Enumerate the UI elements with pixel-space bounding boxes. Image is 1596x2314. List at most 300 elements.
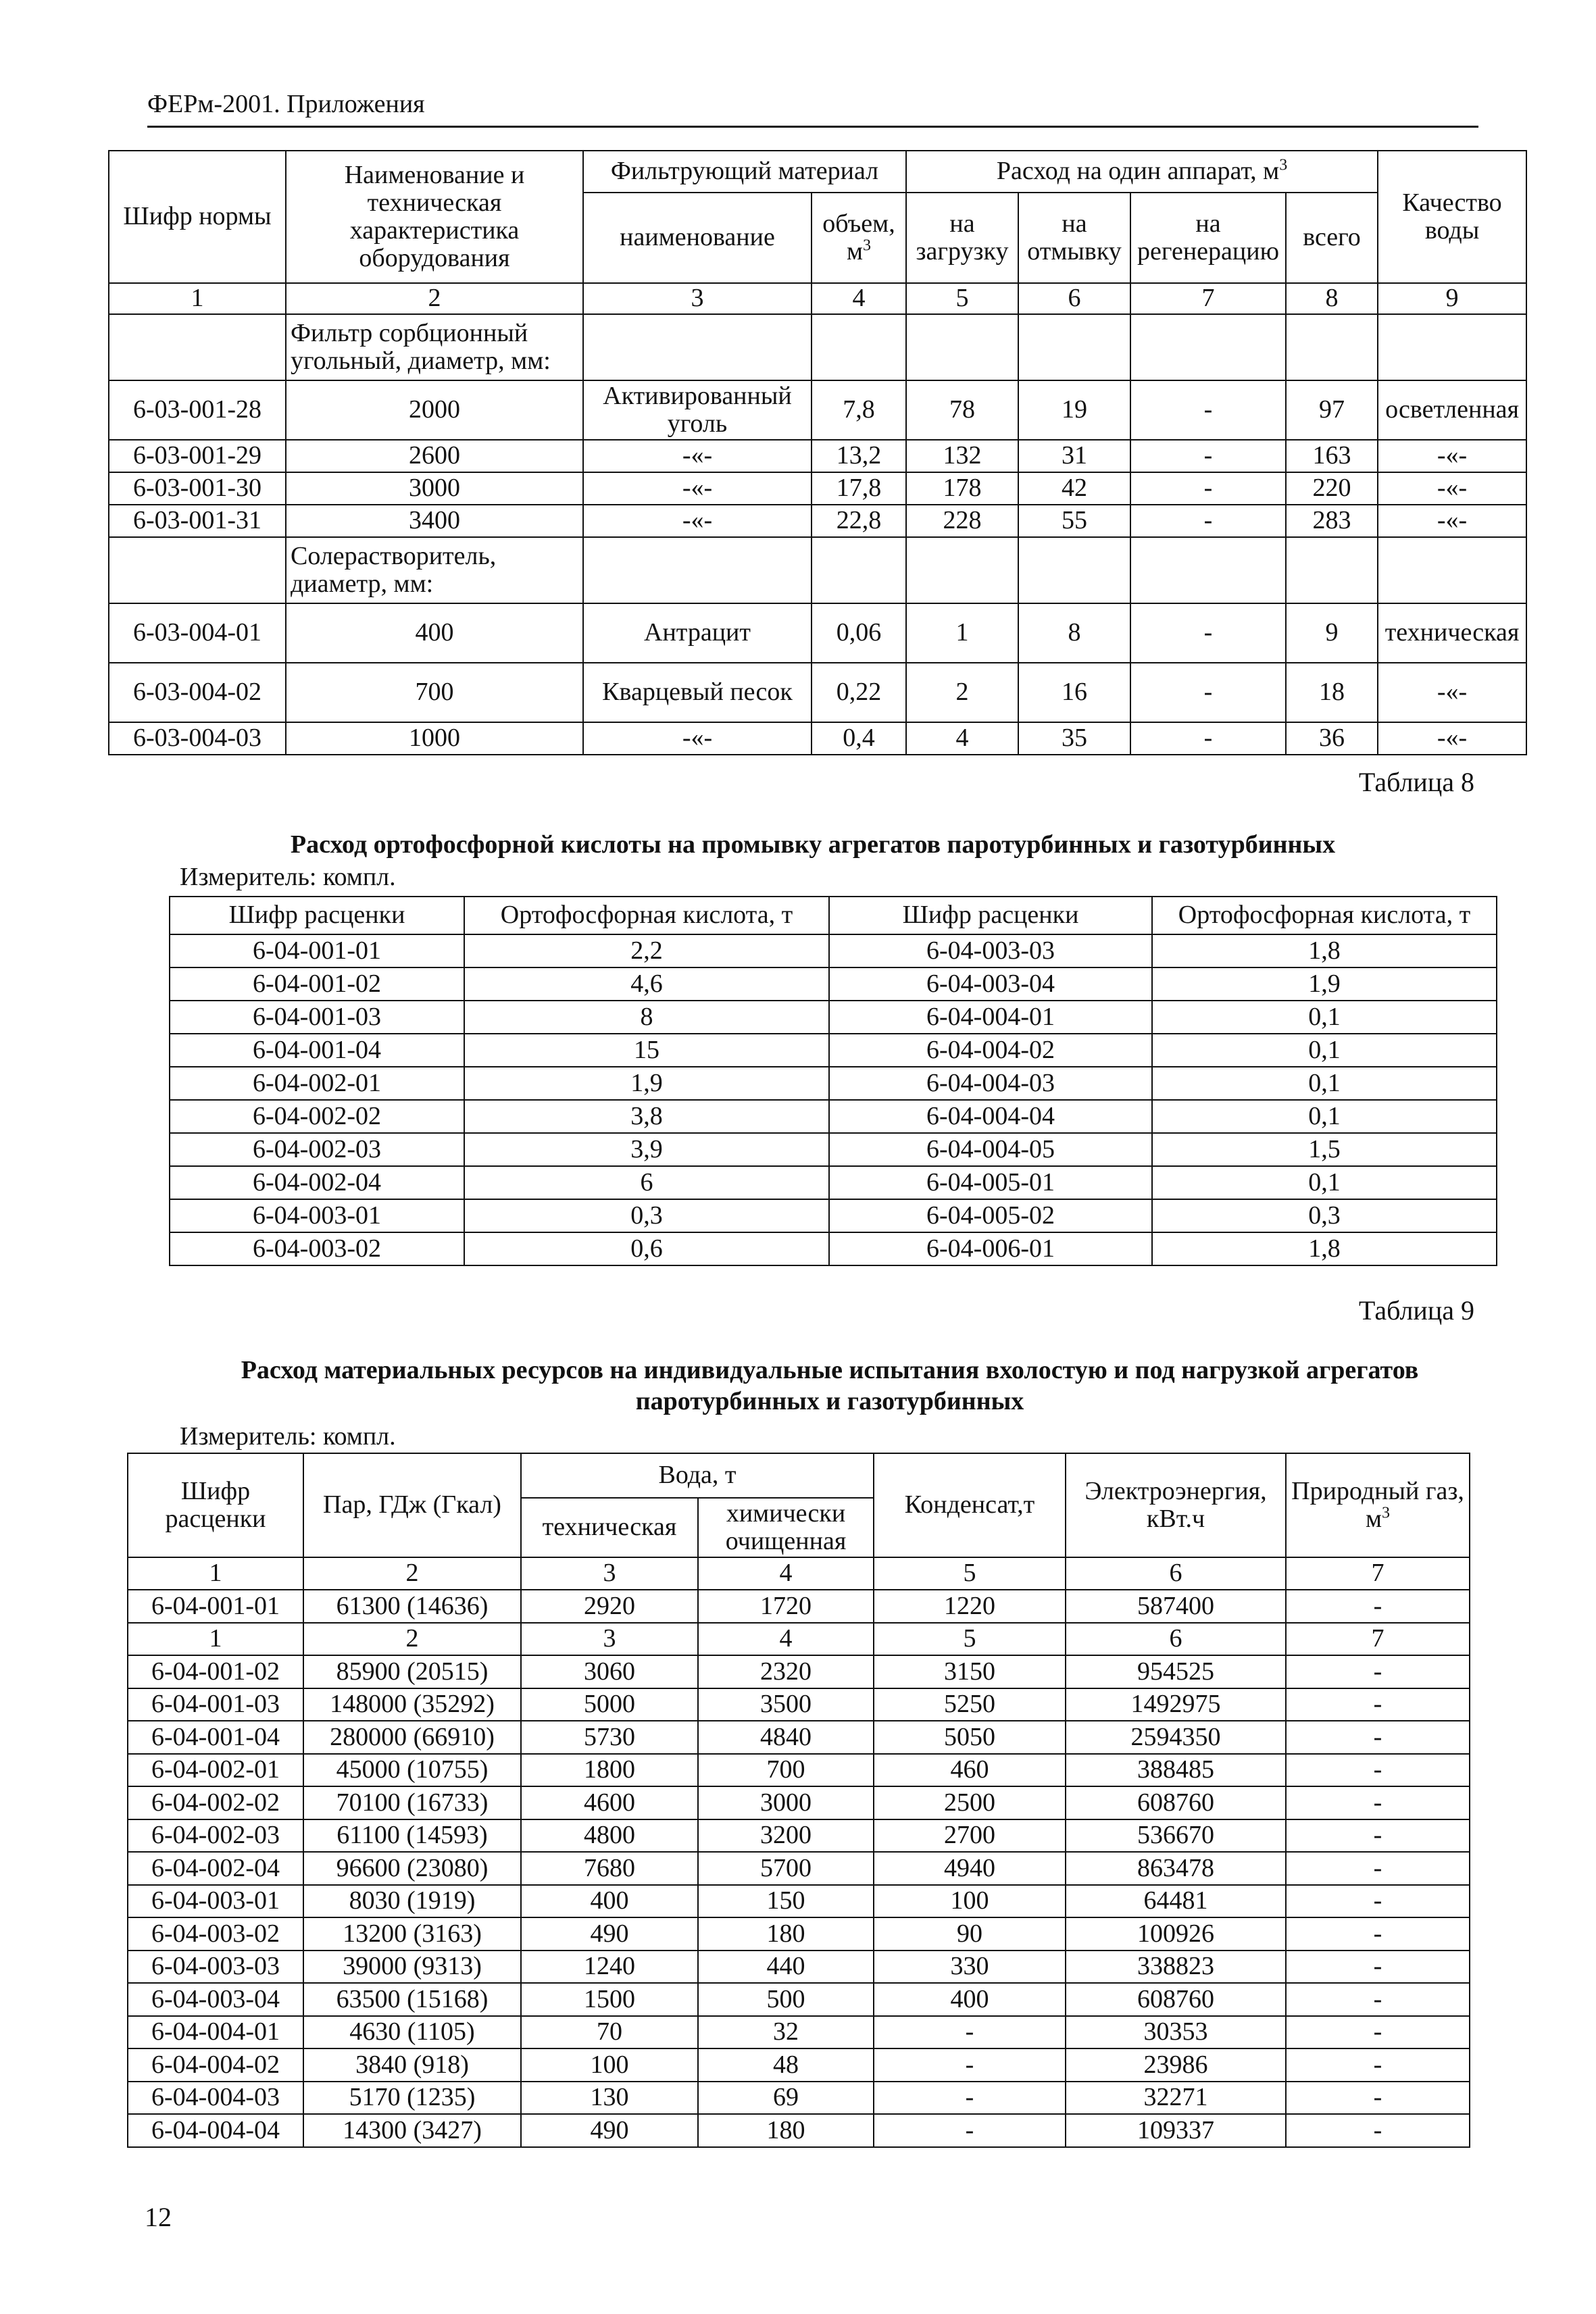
empty-cell (1018, 314, 1130, 380)
table-cell: 8030 (1919) (303, 1885, 521, 1918)
empty-cell (906, 314, 1018, 380)
table-row (128, 1885, 1470, 1918)
table-cell: -«- (1378, 722, 1526, 755)
table-cell: 228 (906, 505, 1018, 537)
table-cell: 150 (698, 1885, 874, 1918)
page-number: 12 (145, 2202, 172, 2232)
table-cell: 6-04-003-02 (128, 1917, 303, 1951)
table-cell: - (1286, 1786, 1470, 1819)
header-cell: Ортофосфорная кислота, т (1152, 897, 1497, 934)
table-cell: 6-04-001-03 (128, 1688, 303, 1721)
table-cell: -«- (583, 440, 812, 472)
table-cell: 2920 (521, 1590, 698, 1623)
table-row (109, 505, 1526, 537)
table-cell: 6-04-002-03 (128, 1819, 303, 1853)
table-number: Таблица 9 (1358, 1295, 1474, 1326)
column-number-cell: 3 (583, 283, 812, 314)
table-cell: 6-04-001-02 (128, 1655, 303, 1688)
table-cell: - (1286, 1590, 1470, 1623)
table-cell: - (1286, 1885, 1470, 1918)
column-number-cell: 7 (1130, 283, 1286, 314)
column-number-cell: 5 (874, 1557, 1066, 1590)
header-cell: Электроэнергия, кВт.ч (1066, 1453, 1286, 1557)
table-cell: 6-04-004-03 (128, 2082, 303, 2115)
table-cell: 6-04-004-03 (829, 1067, 1152, 1100)
table-cell: 32 (698, 2016, 874, 2049)
column-number-cell: 4 (698, 1557, 874, 1590)
table-cell: 6-04-003-01 (170, 1199, 464, 1232)
header-rule (147, 126, 1478, 128)
table-cell: 8 (464, 1001, 829, 1034)
header-cell: всего (1286, 193, 1378, 283)
header-cell: Качество воды (1378, 151, 1526, 283)
table-cell: - (1130, 603, 1286, 663)
table-row (128, 1590, 1470, 1623)
table-cell: 3000 (286, 472, 583, 505)
table-cell: 6-04-006-01 (829, 1232, 1152, 1265)
table-cell: 338823 (1066, 1951, 1286, 1984)
table-cell: 109337 (1066, 2114, 1286, 2147)
header-cell: Наименование и техническая характеристика оборудования (286, 151, 583, 283)
table-cell: - (1286, 1917, 1470, 1951)
table-cell: 6-03-001-31 (109, 505, 286, 537)
table-row (109, 472, 1526, 505)
table-cell: 6-04-001-04 (170, 1034, 464, 1067)
header-cell: техническая (521, 1498, 698, 1557)
group-label-cell: Фильтр сорбционный угольный, диаметр, мм: (286, 314, 583, 380)
table-cell: 3,8 (464, 1100, 829, 1133)
empty-cell (1286, 537, 1378, 603)
table-row (109, 722, 1526, 755)
table-cell: 6-04-003-04 (829, 967, 1152, 1001)
table-cell: 608760 (1066, 1786, 1286, 1819)
table-row (170, 1100, 1497, 1133)
table-row (128, 1786, 1470, 1819)
group-label-cell: Солерастворитель, диаметр, мм: (286, 537, 583, 603)
table-cell: 61300 (14636) (303, 1590, 521, 1623)
table-cell: 500 (698, 1983, 874, 2016)
table-cell: - (874, 2048, 1066, 2082)
header-text: Природный газ, м (1291, 1476, 1464, 1533)
empty-cell (812, 314, 906, 380)
header-cell: Шифр расценки (829, 897, 1152, 934)
column-number-cell: 4 (812, 283, 906, 314)
table-cell: 3060 (521, 1655, 698, 1688)
table-cell: 1,9 (464, 1067, 829, 1100)
table-row (128, 1819, 1470, 1853)
table-cell: Антрацит (583, 603, 812, 663)
superscript: 3 (1279, 156, 1288, 174)
table-cell: 6-03-001-29 (109, 440, 286, 472)
table-cell: 14300 (3427) (303, 2114, 521, 2147)
table-cell: 13200 (3163) (303, 1917, 521, 1951)
table-cell: 178 (906, 472, 1018, 505)
table-cell: техническая (1378, 603, 1526, 663)
table-cell: -«- (583, 505, 812, 537)
column-number-cell: 5 (874, 1623, 1066, 1656)
table-cell: - (1130, 663, 1286, 722)
table-cell: 863478 (1066, 1852, 1286, 1885)
table-cell: -«- (1378, 440, 1526, 472)
table-cell: 2500 (874, 1786, 1066, 1819)
table-cell: 700 (286, 663, 583, 722)
empty-cell (1286, 314, 1378, 380)
table-cell: 0,1 (1152, 1001, 1497, 1034)
table-cell: 48 (698, 2048, 874, 2082)
header-cell: на загрузку (906, 193, 1018, 283)
table-cell: 6-04-002-02 (128, 1786, 303, 1819)
table-cell: -«- (1378, 505, 1526, 537)
table-cell: 6-04-002-01 (128, 1754, 303, 1787)
table-row (128, 2082, 1470, 2115)
table-cell: 6-04-004-02 (829, 1034, 1152, 1067)
table-cell: 3000 (698, 1786, 874, 1819)
group-row (109, 537, 1526, 603)
table-cell: 0,1 (1152, 1166, 1497, 1199)
table-row (128, 1983, 1470, 2016)
table-row (128, 2048, 1470, 2082)
header-text: Расход на один аппарат, м (996, 157, 1280, 186)
table-cell: Кварцевый песок (583, 663, 812, 722)
empty-cell (1378, 314, 1526, 380)
table-cell: 1220 (874, 1590, 1066, 1623)
table-cell: 7,8 (812, 380, 906, 440)
superscript: 3 (1382, 1504, 1391, 1522)
table-cell: - (1286, 1721, 1470, 1754)
table-cell: 100 (521, 2048, 698, 2082)
table-cell: - (1286, 1852, 1470, 1885)
table-cell: 330 (874, 1951, 1066, 1984)
table-cell: - (1286, 1655, 1470, 1688)
table-cell: - (1286, 2016, 1470, 2049)
table-cell: 2600 (286, 440, 583, 472)
table-cell: - (1130, 472, 1286, 505)
table-cell: - (874, 2016, 1066, 2049)
table-cell: 36 (1286, 722, 1378, 755)
table-cell: 4940 (874, 1852, 1066, 1885)
table-row (109, 603, 1526, 663)
table-cell: - (1130, 380, 1286, 440)
table-cell: - (874, 2082, 1066, 2115)
table-cell: 0,3 (1152, 1199, 1497, 1232)
phosphoric-acid-table (169, 896, 1497, 1266)
table-cell: 400 (874, 1983, 1066, 2016)
table-cell: - (1286, 1983, 1470, 2016)
column-number-cell: 5 (906, 283, 1018, 314)
table-cell: 61100 (14593) (303, 1819, 521, 1853)
table-header-row (170, 897, 1497, 934)
table-cell: 6-04-001-02 (170, 967, 464, 1001)
empty-cell (1018, 537, 1130, 603)
table-cell: 70 (521, 2016, 698, 2049)
table-cell: 6-04-005-02 (829, 1199, 1152, 1232)
table-cell: 3400 (286, 505, 583, 537)
table-cell: Активированный уголь (583, 380, 812, 440)
table-cell: 608760 (1066, 1983, 1286, 2016)
header-cell: Вода, т (521, 1453, 874, 1498)
table-cell: 35 (1018, 722, 1130, 755)
table-cell: 31 (1018, 440, 1130, 472)
table-cell: 148000 (35292) (303, 1688, 521, 1721)
table-cell: 17,8 (812, 472, 906, 505)
column-number-row (128, 1623, 1470, 1656)
table-row (170, 934, 1497, 967)
table-cell: 85900 (20515) (303, 1655, 521, 1688)
unit-label: Измеритель: компл. (180, 863, 396, 891)
table-cell: 6-04-002-01 (170, 1067, 464, 1100)
table-row (128, 1721, 1470, 1754)
empty-cell (906, 537, 1018, 603)
table-cell: 3840 (918) (303, 2048, 521, 2082)
table-cell: 100 (874, 1885, 1066, 1918)
table-cell: 6-04-003-01 (128, 1885, 303, 1918)
table-cell: 1492975 (1066, 1688, 1286, 1721)
column-number-cell: 1 (109, 283, 286, 314)
header-cell: химически очищенная (698, 1498, 874, 1557)
header-cell: Шифр расценки (170, 897, 464, 934)
header-cell: на регенерацию (1130, 193, 1286, 283)
table-cell: - (1286, 2082, 1470, 2115)
table-cell: 22,8 (812, 505, 906, 537)
header-cell: Шифр нормы (109, 151, 286, 283)
empty-cell (583, 537, 812, 603)
table-cell: 90 (874, 1917, 1066, 1951)
table-cell: 5000 (521, 1688, 698, 1721)
table-row (128, 1951, 1470, 1984)
table-cell: -«- (583, 722, 812, 755)
table-cell: 42 (1018, 472, 1130, 505)
table-cell: 2700 (874, 1819, 1066, 1853)
unit-label: Измеритель: компл. (180, 1422, 396, 1451)
table-cell: 100926 (1066, 1917, 1286, 1951)
table-cell: 180 (698, 1917, 874, 1951)
table-cell: 19 (1018, 380, 1130, 440)
table-cell: 1 (906, 603, 1018, 663)
table-row (128, 1917, 1470, 1951)
table-cell: - (1286, 2114, 1470, 2147)
table-row (170, 967, 1497, 1001)
table-row (170, 1034, 1497, 1067)
table-row (170, 1232, 1497, 1265)
table-cell: 5730 (521, 1721, 698, 1754)
table-cell: 6-03-001-28 (109, 380, 286, 440)
table-cell: 63500 (15168) (303, 1983, 521, 2016)
table-cell: 6-04-004-04 (128, 2114, 303, 2147)
column-number-cell: 3 (521, 1623, 698, 1656)
table-cell: 0,22 (812, 663, 906, 722)
table-row (109, 380, 1526, 440)
table-cell: 6-04-004-05 (829, 1133, 1152, 1166)
table-cell: 6-04-004-01 (829, 1001, 1152, 1034)
column-number-cell: 7 (1286, 1557, 1470, 1590)
table-cell: 70100 (16733) (303, 1786, 521, 1819)
table-cell: 3150 (874, 1655, 1066, 1688)
table-cell: 460 (874, 1754, 1066, 1787)
table-cell: - (1286, 1819, 1470, 1853)
table-cell: 400 (521, 1885, 698, 1918)
material-resources-table (127, 1453, 1470, 2148)
table-row (170, 1166, 1497, 1199)
column-number-row (128, 1557, 1470, 1590)
table-cell: 4800 (521, 1819, 698, 1853)
table-number: Таблица 8 (1358, 767, 1474, 797)
table-cell: - (1286, 2048, 1470, 2082)
table-cell: 5700 (698, 1852, 874, 1885)
header-cell (1286, 1453, 1470, 1557)
table-cell: 4600 (521, 1786, 698, 1819)
column-number-cell: 6 (1018, 283, 1130, 314)
table-cell: 0,3 (464, 1199, 829, 1232)
table-cell: 5170 (1235) (303, 2082, 521, 2115)
table-cell: 32271 (1066, 2082, 1286, 2115)
table-row (128, 1852, 1470, 1885)
header-cell: Конденсат,т (874, 1453, 1066, 1557)
table-cell: 163 (1286, 440, 1378, 472)
table-cell: 0,1 (1152, 1067, 1497, 1100)
table-cell: 5050 (874, 1721, 1066, 1754)
table-cell: 78 (906, 380, 1018, 440)
table-cell: 6-04-003-04 (128, 1983, 303, 2016)
table-cell: 6-04-002-03 (170, 1133, 464, 1166)
table-cell: 4,6 (464, 967, 829, 1001)
table-cell: 15 (464, 1034, 829, 1067)
header-cell: Пар, ГДж (Гкал) (303, 1453, 521, 1557)
table-cell: 0,6 (464, 1232, 829, 1265)
table-cell: 1720 (698, 1590, 874, 1623)
table-cell: 0,4 (812, 722, 906, 755)
group-row (109, 314, 1526, 380)
table-header-row (128, 1453, 1470, 1498)
table-cell: 132 (906, 440, 1018, 472)
column-number-row (109, 283, 1526, 314)
header-cell: на отмывку (1018, 193, 1130, 283)
table-cell: 13,2 (812, 440, 906, 472)
table-cell: 587400 (1066, 1590, 1286, 1623)
table-cell: 283 (1286, 505, 1378, 537)
empty-cell (1130, 537, 1286, 603)
table-cell: 6-04-004-01 (128, 2016, 303, 2049)
table-cell: - (1286, 1951, 1470, 1984)
table-cell: 45000 (10755) (303, 1754, 521, 1787)
column-number-cell: 2 (303, 1623, 521, 1656)
table-cell: 4 (906, 722, 1018, 755)
table-cell: 97 (1286, 380, 1378, 440)
table-row (170, 1001, 1497, 1034)
table-cell: 6-04-002-04 (128, 1852, 303, 1885)
table-row (128, 1754, 1470, 1787)
superscript: 3 (863, 236, 872, 255)
table-cell: 8 (1018, 603, 1130, 663)
table-cell: 6-04-001-04 (128, 1721, 303, 1754)
table-row (109, 440, 1526, 472)
table-row (109, 663, 1526, 722)
table-cell: 4630 (1105) (303, 2016, 521, 2049)
empty-cell (1130, 314, 1286, 380)
header-cell: Фильтрующий материал (583, 151, 906, 193)
column-number-cell: 9 (1378, 283, 1526, 314)
empty-cell (109, 537, 286, 603)
table-cell: 6-04-004-04 (829, 1100, 1152, 1133)
table-cell: 6-04-003-03 (829, 934, 1152, 967)
table-cell: 3500 (698, 1688, 874, 1721)
table-cell: 954525 (1066, 1655, 1286, 1688)
column-number-cell: 6 (1066, 1557, 1286, 1590)
header-cell: Ортофосфорная кислота, т (464, 897, 829, 934)
table-cell: 180 (698, 2114, 874, 2147)
table-row (170, 1133, 1497, 1166)
table-cell: 1,5 (1152, 1133, 1497, 1166)
table-cell: 6-03-004-03 (109, 722, 286, 755)
table-cell: 6-04-005-01 (829, 1166, 1152, 1199)
table-cell: 6-03-004-01 (109, 603, 286, 663)
table-cell: 69 (698, 2082, 874, 2115)
table-cell: - (1130, 505, 1286, 537)
table-title: Расход материальных ресурсов на индивидуальные испытания вхолостую и под нагрузкой агрегатов паротурбинных и газотурбинных (241, 1356, 1419, 1415)
table-cell: 536670 (1066, 1819, 1286, 1853)
empty-cell (1378, 537, 1526, 603)
table-cell: 3,9 (464, 1133, 829, 1166)
table-cell: 1800 (521, 1754, 698, 1787)
table-cell: 18 (1286, 663, 1378, 722)
table-cell: 96600 (23080) (303, 1852, 521, 1885)
table-cell: 2594350 (1066, 1721, 1286, 1754)
table-row (128, 2114, 1470, 2147)
table-cell: 30353 (1066, 2016, 1286, 2049)
table-cell: -«- (1378, 663, 1526, 722)
table-cell: 6-04-001-01 (128, 1590, 303, 1623)
table-cell: 2000 (286, 380, 583, 440)
empty-cell (583, 314, 812, 380)
table-row (128, 2016, 1470, 2049)
table-cell: 400 (286, 603, 583, 663)
column-number-cell: 2 (303, 1557, 521, 1590)
table-cell: 1,9 (1152, 967, 1497, 1001)
table-cell: 2,2 (464, 934, 829, 967)
table-cell: 23986 (1066, 2048, 1286, 2082)
table-cell: 6-04-002-04 (170, 1166, 464, 1199)
table-cell: 39000 (9313) (303, 1951, 521, 1984)
table-cell: 6-04-003-02 (170, 1232, 464, 1265)
empty-cell (812, 537, 906, 603)
table-title: Расход ортофосфорной кислоты на промывку агрегатов паротурбинных и газотурбинных (290, 830, 1336, 859)
column-number-cell: 8 (1286, 283, 1378, 314)
table-cell: 1,8 (1152, 934, 1497, 967)
table-cell: 55 (1018, 505, 1130, 537)
table-cell: 9 (1286, 603, 1378, 663)
table-cell: 1240 (521, 1951, 698, 1984)
table-cell: 6-04-003-03 (128, 1951, 303, 1984)
table-cell: 1000 (286, 722, 583, 755)
table-cell: - (1286, 1754, 1470, 1787)
table-cell: 280000 (66910) (303, 1721, 521, 1754)
column-number-cell: 4 (698, 1623, 874, 1656)
table-cell: -«- (1378, 472, 1526, 505)
column-number-cell: 6 (1066, 1623, 1286, 1656)
table-header-row (109, 151, 1526, 193)
table-cell: 16 (1018, 663, 1130, 722)
table-cell: 1,8 (1152, 1232, 1497, 1265)
table-cell: 388485 (1066, 1754, 1286, 1787)
table-row (170, 1199, 1497, 1232)
table-cell: 2320 (698, 1655, 874, 1688)
header-cell: наименование (583, 193, 812, 283)
table-cell: 0,06 (812, 603, 906, 663)
column-number-cell: 1 (128, 1623, 303, 1656)
table-row (128, 1688, 1470, 1721)
table-cell: -«- (583, 472, 812, 505)
header-cell (906, 151, 1378, 193)
table-row (170, 1067, 1497, 1100)
